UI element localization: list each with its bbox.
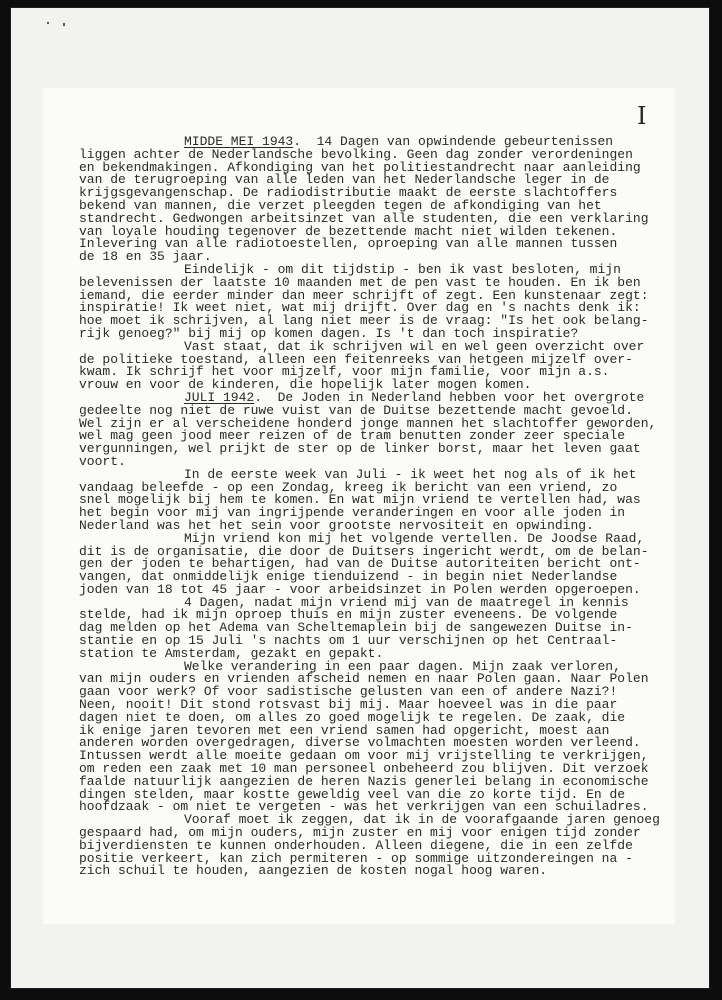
line-text: faalde natuurlijk aangezien de heren Nazis generlei belang in economische xyxy=(79,773,649,789)
line-text: krijgsgevangenschap. De radiodistributie maakt de eerste slachtoffers xyxy=(79,185,618,201)
line-text: 4 Dagen, nadat mijn vriend mij van de maatregel in kennis xyxy=(184,594,629,610)
line-text: ik enige jaren tevoren met een vriend samen had opgericht, moest aan xyxy=(79,722,610,738)
line-text: wel mag geen jood meer reizen of de tram benutten zonder zeer speciale xyxy=(79,428,626,444)
scan-speck xyxy=(47,22,49,24)
line-text: vergunningen, wel prijkt de ster op de linker borst, maar het leven gaat xyxy=(79,441,641,457)
line-text: standrecht. Gedwongen arbeitsinzet van alle studenten, die een verklaring xyxy=(79,210,649,226)
line-text: hoofdzaak - om niet te vergeten - was het verkrijgen van een schuiladres. xyxy=(79,799,649,815)
date-heading: MIDDE MEI 1943 xyxy=(184,134,294,149)
line-text: Intussen werdt alle moeite gedaan om voor mij vrijstelling te verkrijgen, xyxy=(79,748,649,764)
line-text: voort. xyxy=(79,453,126,469)
line-text: van loyale houding tegenover de bezettende macht niet wilden tekenen. xyxy=(79,223,618,239)
scan-speck xyxy=(63,23,65,26)
line-text: Wel zijn er al verscheidene honderd jonge mannen het slachtoffer geworden, xyxy=(79,415,657,431)
paragraph xyxy=(79,658,679,815)
date-heading: JULI 1942 xyxy=(184,389,255,405)
line-text: anderen worden overgedragen, diverse volmachten moesten worden verleend. xyxy=(79,735,641,751)
line-text: stelde, had ik mijn oproep thuis en mijn zuster eveneens. De volgende xyxy=(79,607,618,623)
line-text: dingen stelden, maar kostte geweldig veel van die zo korte tijd. En de xyxy=(79,786,626,802)
line-text: Vooraf moet ik zeggen, dat ik in de voorafgaande jaren genoeg xyxy=(184,812,660,828)
line-text: om reden een zaak met 10 man personeel onbeheerd zou blijven. Dit verzoek xyxy=(79,761,649,777)
line-text: zich schuil te houden, aangezien de kosten nogal hoog waren. xyxy=(79,863,548,879)
line-text: dagen niet te doen, om alles zo goed mogelijk te regelen. De zaak, die xyxy=(79,709,626,725)
line-text: dag melden op het Adema van Scheltemaplein bij de sangewezen Duitse in- xyxy=(79,620,633,636)
line-text: Mijn vriend kon mij het volgende vertellen. De Joodse Raad, xyxy=(184,530,645,546)
line-text: station te Amsterdam, gezakt en gepakt. xyxy=(79,645,384,661)
line-text: liggen achter de Nederlandsche bevolking. Geen dag zonder verordeningen xyxy=(79,146,633,162)
line-text: gedeelte nog niet de ruwe vuist van de Duitse bezettende macht gevoeld. xyxy=(79,402,633,418)
paragraph xyxy=(79,814,679,878)
line-text: stantie en op 15 Juli 's nachts om 1 uur verschijnen op het Centraal- xyxy=(79,633,618,649)
line-text: iemand, die eerder minder dan meer schrijft of zegt. Een kunstenaar zegt: xyxy=(79,287,649,303)
line-text: kwam. Ik schrijf het voor mijzelf, voor mijn familie, voor mijn a.s. xyxy=(79,364,610,380)
line-text: de 18 en 35 jaar. xyxy=(79,249,212,265)
paragraph xyxy=(79,466,679,533)
line-text: In de eerste week van Juli - ik weet het nog als of ik het xyxy=(184,466,637,482)
line-text: van mijn ouders en vrienden afscheid nemen en naar Polen gaan. Naar Polen xyxy=(79,671,649,687)
line-text: positie verkeert, kan zich permiteren - op sommige uitzondereingen na - xyxy=(79,850,633,866)
line-text: bijverdiensten te kunnen onderhouden. Alleen diegene, die in een zelfde xyxy=(79,837,633,853)
scanned-page xyxy=(10,7,710,989)
line-text: Nederland was het het sein voor grootste nervositeit en opwinding. xyxy=(79,517,594,533)
line-text: . De Joden in Nederland hebben voor het overgrote xyxy=(254,389,645,405)
line-text: gen der joden te behartigen, had van de Duitse autoriteiten bericht ont- xyxy=(79,556,641,572)
line-text: Eindelijk - om dit tijdstip - ben ik vast besloten, mijn xyxy=(184,261,621,277)
paragraph xyxy=(79,136,679,264)
line-text: hoe moet ik schrijven, al lang niet meer is de vraag: "Is het ook belang- xyxy=(79,313,649,329)
line-text: gaan voor werk? Of voor sadistische gelusten van een of andere Nazi?! xyxy=(79,684,618,700)
line-text: belevenissen der laatste 10 maanden met de pen vast te houden. En ik ben xyxy=(79,274,641,290)
paragraph xyxy=(79,389,679,469)
line-text: de politieke toestand, alleen een feitenreeks van hetgeen mijzelf over- xyxy=(79,351,633,367)
line-text: inspiratie! Ik weet niet, wat mij drijft. Over dag en 's nachts denk ik: xyxy=(79,300,641,316)
line-text: vrouw en voor de kinderen, die hopelijk later mogen komen. xyxy=(79,377,532,393)
paragraph xyxy=(79,261,679,341)
line-text: gespaard had, om mijn ouders, mijn zuster en mij voor enigen tijd zonder xyxy=(79,825,641,841)
line-text: van de terugroeping van alle leden van het Nederlandsche leger in de xyxy=(79,172,610,188)
line-text: Vast staat, dat ik schrijven wil en wel geen overzicht over xyxy=(184,338,645,354)
line-text: bekend van mannen, die verzet pleegden tegen de afkondiging van het xyxy=(79,197,602,213)
line-text: vandaag beleefde - op een Zondag, kreeg ik bericht van een vriend, zo xyxy=(79,479,618,495)
paragraph xyxy=(79,530,679,597)
line-text: dit is de organisatie, die door de Duitsers ingericht werdt, om de belan- xyxy=(79,543,649,559)
line-text: en bekendmakingen. Afkondiging van het politiestandrecht naar aanleiding xyxy=(79,159,641,175)
line-text: snel mogelijk bij hem te komen. En wat mijn vriend te vertellen had, was xyxy=(79,492,641,508)
text-line xyxy=(79,865,679,878)
line-text: Welke verandering in een paar dagen. Mijn zaak verloren, xyxy=(184,658,621,674)
line-text: . 14 Dagen van opwindende gebeurtenissen xyxy=(293,134,614,149)
line-text: Inlevering van alle radiotoestellen, oproeping van alle mannen tussen xyxy=(79,236,618,252)
handwritten-page-number: I xyxy=(637,102,647,130)
paragraph xyxy=(79,594,679,661)
typewritten-text xyxy=(79,136,679,878)
line-text: rijk genoeg?" bij mij op komen dagen. Is 't dan toch inspiratie? xyxy=(79,325,579,341)
line-text: vangen, dat onmiddelijk enige tienduizend - in begin niet Nederlandse xyxy=(79,569,618,585)
text-line xyxy=(79,443,679,456)
line-text: joden van 18 tot 45 jaar - voor arbeidsinzet in Polen werden opgeroepen. xyxy=(79,581,641,597)
paragraph xyxy=(79,338,679,393)
line-text: Neen, nooit! Dit stond rotsvast bij mij. Maar hoeveel was in die paar xyxy=(79,697,618,713)
line-text: het begin voor mij van ingrijpende veranderingen en voor alle joden in xyxy=(79,505,626,521)
